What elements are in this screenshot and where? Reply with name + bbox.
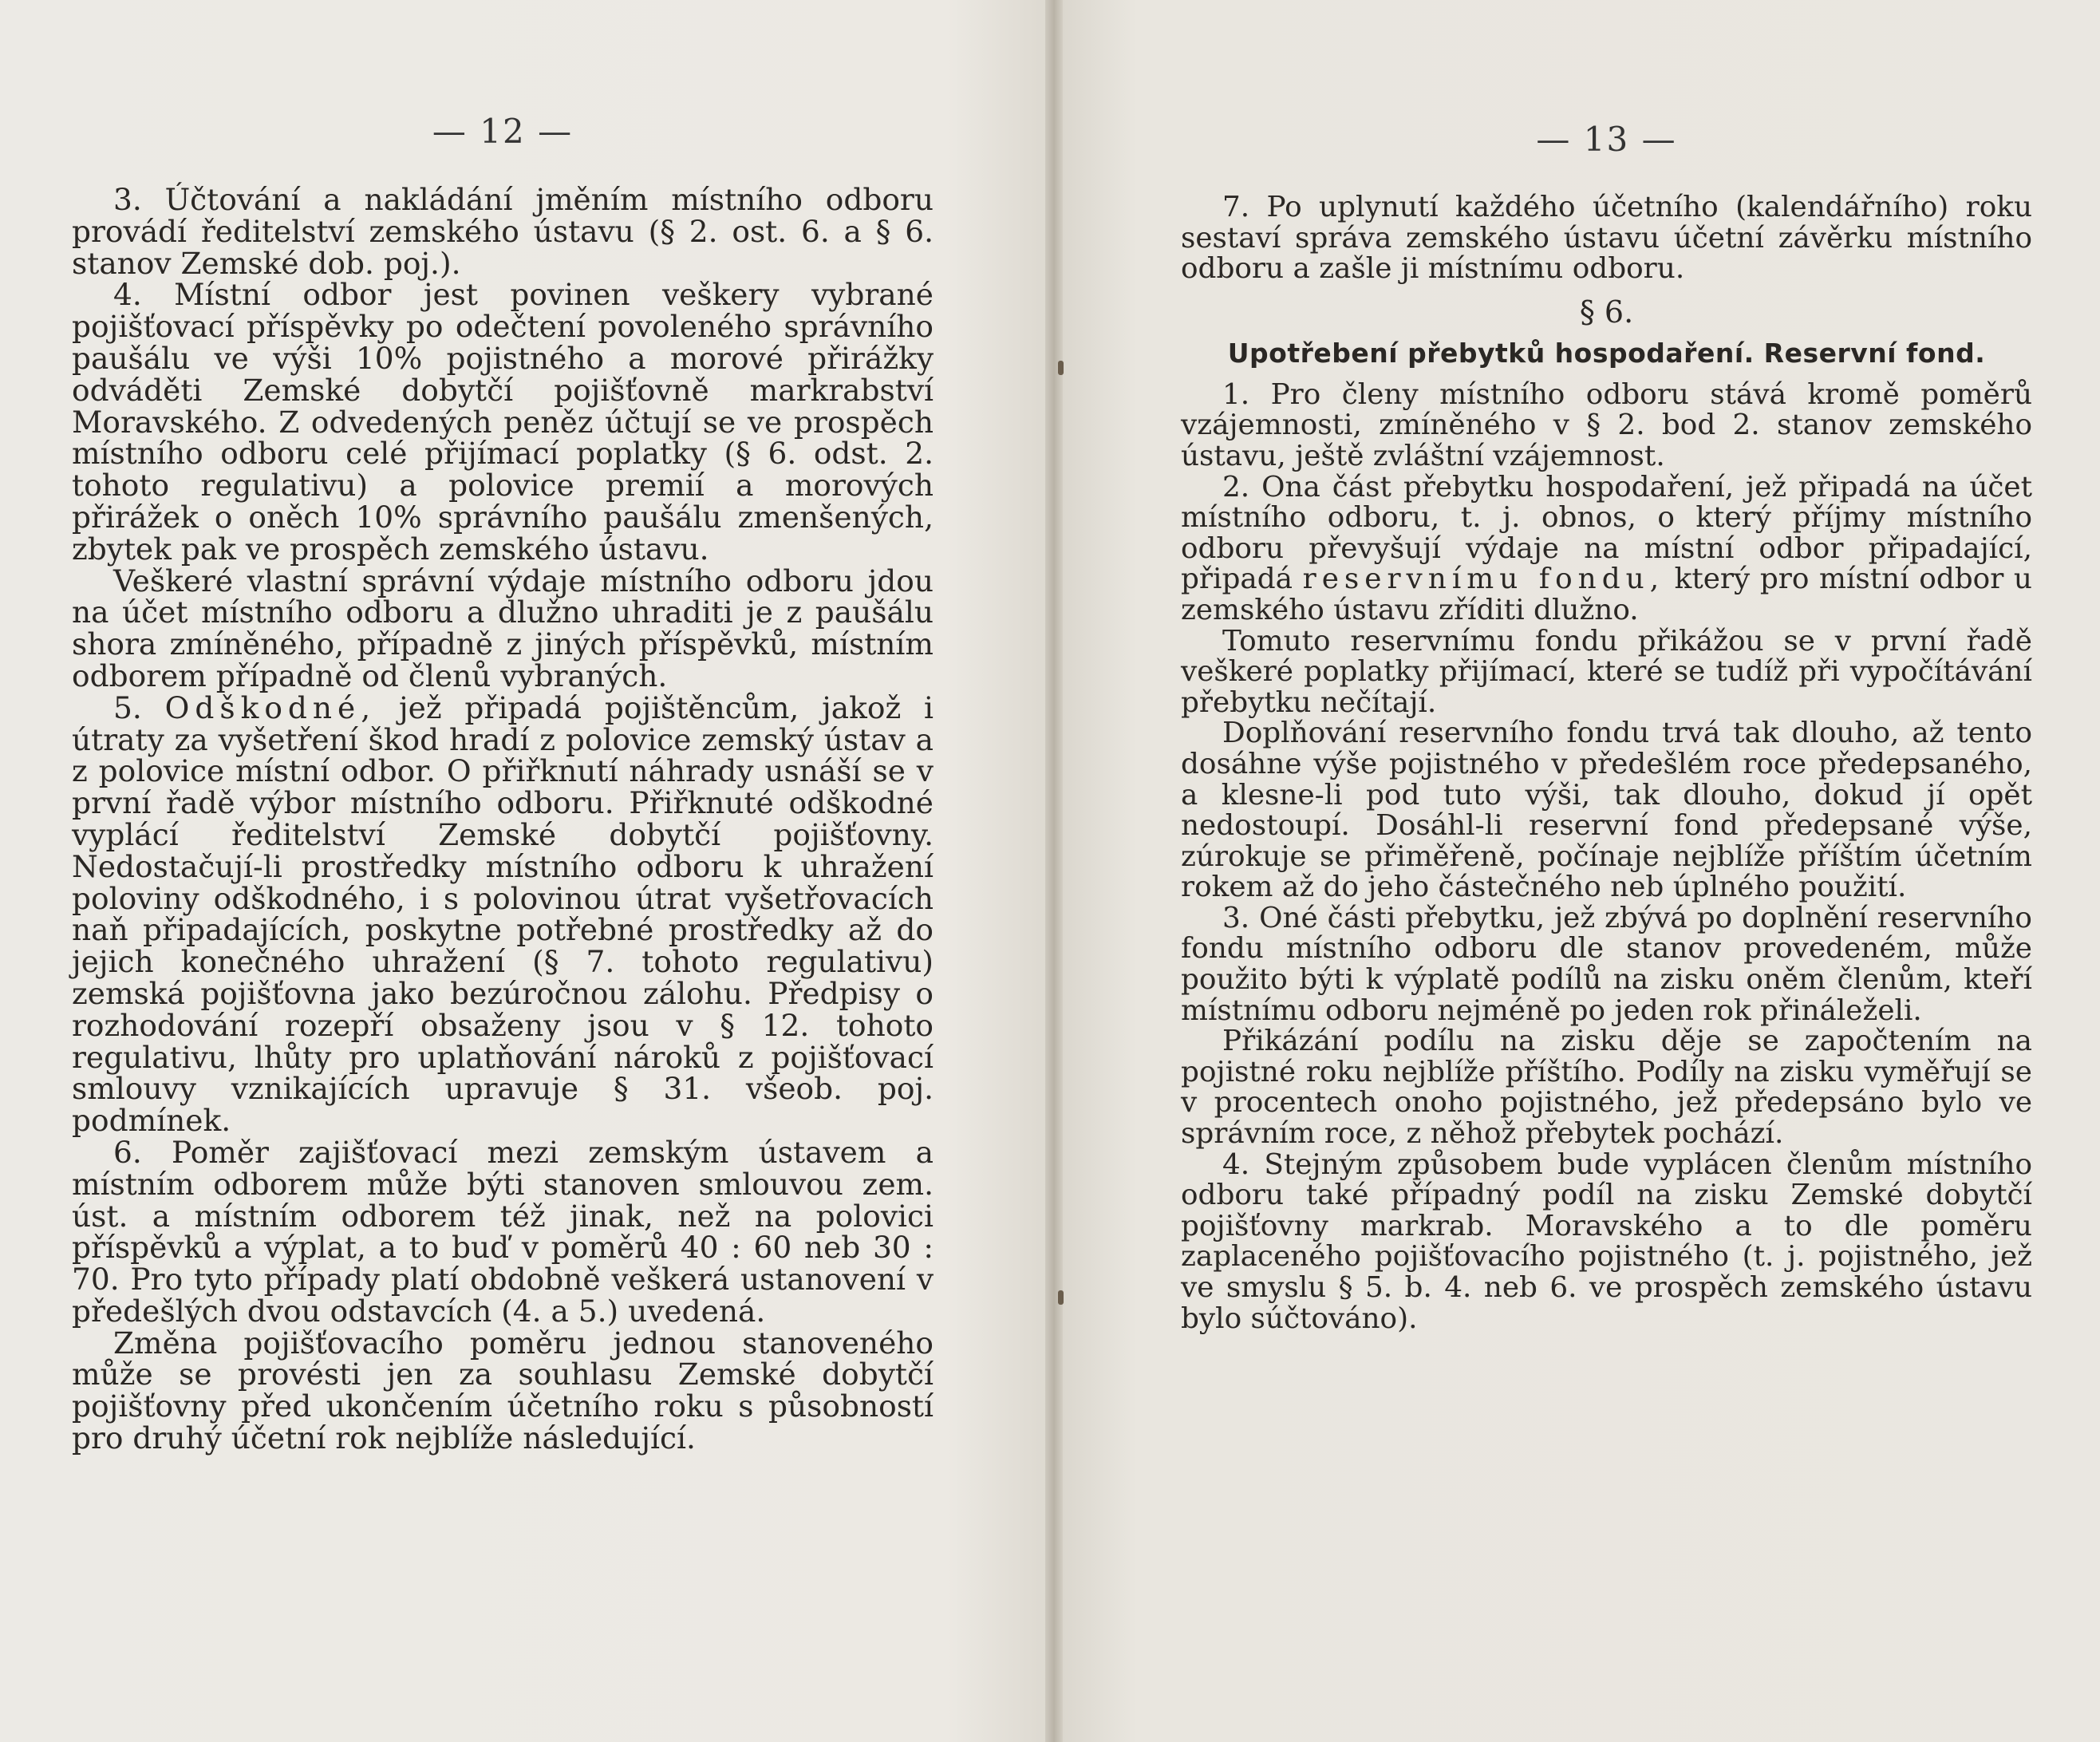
binding-stitch-mark — [1058, 1290, 1064, 1305]
section-paragraph-3: 3. Oné části přebytku, jež zbývá po doplnění reservního fondu místního odboru dle stanov provedeném, může použito býti k výplatě podílů na zisku oněm členům, kteří místnímu odboru nejméně po jeden rok přináleželi. — [1181, 901, 2032, 1027]
paragraph-5 — [72, 689, 934, 1139]
paragraph-4-expenses: Veškeré vlastní správní výdaje místního odboru jdou na účet místního odboru a dlužno uhraditi je z paušálu shora zmíněného, případně z jiných příspěvků, místním odborem případně od členů vybraných. — [72, 563, 934, 693]
book-gutter — [1045, 0, 1063, 1742]
section-heading: Upotřebení přebytků hospodaření. Reservní fond. — [1227, 337, 1986, 369]
paragraph-5-spaced-word: Odškodné, — [164, 689, 377, 725]
binding-stitch-mark — [1058, 361, 1064, 375]
section-paragraph-2-before: 2. Ona část přebytku hospodaření, jež připadá na účet místního odboru, t. j. obnos, o který příjmy místního odboru převyšují výdaje na místní odbor připadající, připadá — [1181, 470, 2032, 596]
section-paragraph-4: 4. Stejným způsobem bude vyplácen členům místního odboru také případný podíl na zisku Zemské dobytčí pojišťovny markrab. Moravského a to dle poměru zaplaceného pojišťovacího pojistného (t. j. pojistného, jež ve smyslu § 5. b. 4. neb 6. ve prospěch zemského ústavu bylo súčtováno). — [1181, 1148, 2032, 1335]
section-paragraph-2 — [1181, 472, 2032, 626]
section-paragraph-1: 1. Pro členy místního odboru stává kromě poměrů vzájemnosti, zmíněného v § 2. bod 2. stanov zemského ústavu, ještě zvláštní vzájemnost. — [1181, 377, 2032, 472]
section-number: § 6. — [1579, 294, 1634, 330]
right-page — [1053, 0, 2100, 1742]
page-number-left: — 12 — — [432, 112, 574, 151]
page-number-right: — 13 — — [1536, 120, 1677, 159]
paragraph-6-change: Změna pojišťovacího poměru jednou stanoveného může se provésti jen za souhlasu Zemské dobytčí pojišťovny před ukončením účetního roku s působností pro druhý účetní rok nejblíže následující. — [72, 1325, 934, 1456]
paragraph-5-text: jež připadá pojištěncům, jakož i útraty za vyšetření škod hradí z polovice zemský ústav a z polovice místní odbor. O přiřknutí náhrady usnáší se v první řadě výbor místního odboru. Přiřknuté odškodné vyplácí ředitelství Zemské dobytčí pojišťovny. Nedostačují-li prostředky místního odboru k uhražení poloviny odškodného, i s polovinou útrat vyšetřovacích naň připadajících, poskytne potřebné prostředky až do jejich konečného uhražení (§ 7. tohoto regulativu) zemská pojišťovna jako bezúročnou zálohu. Předpisy o rozhodování rozepří obsaženy jsou v § 12. tohoto regulativu, lhůty pro uplatňování nároků z pojišťovací smlouvy vznikajících upravuje § 31. všeob. poj. podmínek. — [72, 689, 934, 1139]
paragraph-7: 7. Po uplynutí každého účetního (kalendářního) roku sestaví správa zemského ústavu účetní závěrku místního odboru a zašle ji místnímu odboru. — [1181, 191, 2032, 286]
section-paragraph-replenish: Doplňování reservního fondu trvá tak dlouho, až tento dosáhne výše pojistného v předešlém roce předepsaného, a klesne-li pod tuto výši, tak dlouho, dokud jí opět nedostoupí. Dosáhl-li reservní fond předepsané výše, zúrokuje se přiměřeně, počínaje nejblíže příštím účetním rokem až do jeho částečného neb úplného použití. — [1181, 717, 2032, 904]
section-paragraph-2-after: který pro místní odbor u zemského ústavu zříditi dlužno. — [1181, 563, 2032, 626]
paragraph-5-number: 5. — [113, 689, 142, 725]
paragraph-4: 4. Místní odbor jest povinen veškery vybrané pojišťovací příspěvky po odečtení povoleného správního paušálu ve výši 10% pojistného a morové přirážky odváděti Zemské dobytčí pojišťovně markrabství Moravského. Z odvedených peněz účtují se ve prospěch místního odboru celé přijímací poplatky (§ 6. odst. 2. tohoto regulativu) a polovice premií a morových přirážek o oněch 10% správního paušálu zmenšených, zbytek pak ve prospěch zemského ústavu. — [72, 277, 934, 567]
paragraph-6: 6. Poměr zajišťovací mezi zemským ústavem a místním odborem může býti stanoven smlouvou zem. úst. a místním odborem též jinak, než na polovici příspěvků a výplat, a to buď v poměrů 40 : 60 neb 30 : 70. Pro tyto případy platí obdobně veškerá ustanovení v předešlých dvou odstavcích (4. a 5.) uvedená. — [72, 1134, 934, 1329]
section-paragraph-profit-share: Přikázání podílu na zisku děje se započtením na pojistné roku nejblíže příštího. Podíly na zisku vyměřují se v procentech onoho pojistného, jež předepsáno bylo ve správním roce, z něhož přebytek pochází. — [1181, 1025, 2032, 1151]
paragraph-3: 3. Účtování a nakládání jměním místního odboru provádí ředitelství zemského ústavu (§ 2. ost. 6. a § 6. stanov Zemské dob. poj.). — [72, 182, 934, 281]
section-paragraph-reserve: Tomuto reservnímu fondu přikážou se v první řadě veškeré poplatky přijímací, které se tudíž při vypočítávání přebytku nečítají. — [1181, 624, 2032, 719]
section-paragraph-2-spaced: reservnímu fondu, — [1302, 563, 1665, 596]
